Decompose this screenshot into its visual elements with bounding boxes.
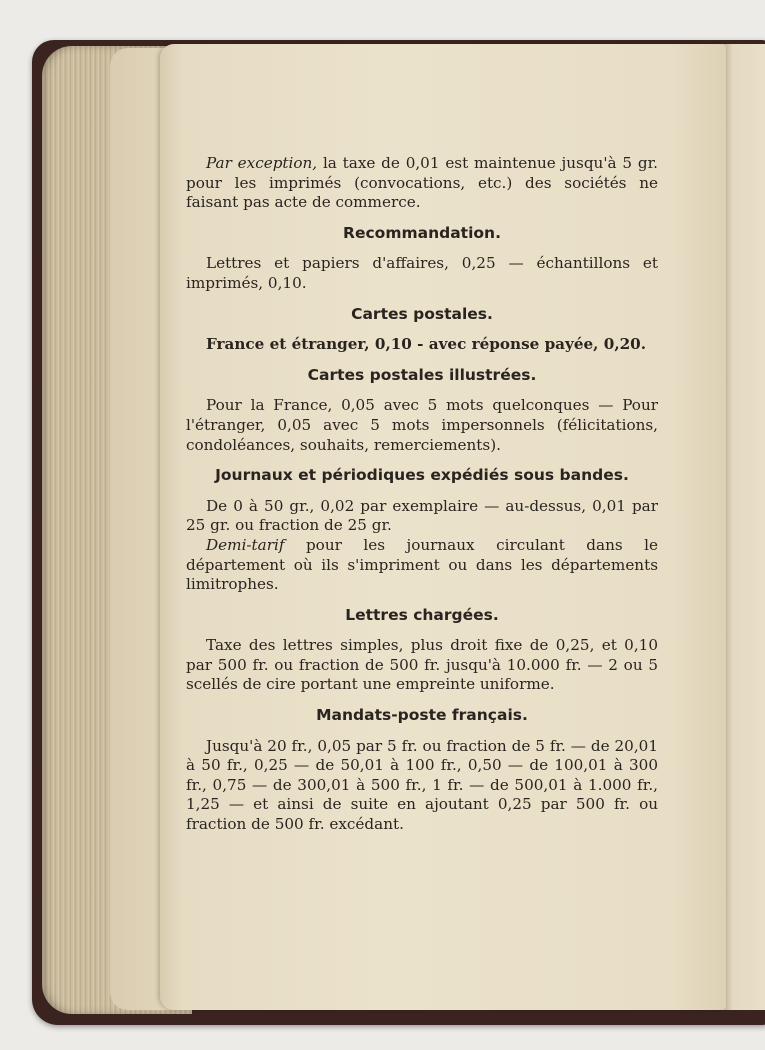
paragraph-lettres-chargees: Taxe des lettres simples, plus droit fixe de 0,25, et 0,10 par 500 fr. ou fraction de 500 fr. jusqu'à 10.000 fr. — 2 ou 5 scellés de cire portant une empreinte uniforme. — [186, 636, 658, 694]
italic-lead: Par exception, — [206, 154, 318, 172]
paragraph-text: la taxe de 0,01 est maintenue jusqu'à 5 gr. pour les imprimés (convocations, etc.) des sociétés ne faisant pas acte de commerce. — [186, 154, 658, 212]
paragraph-exception — [186, 154, 658, 213]
heading-mandats: Mandats-poste français. — [316, 706, 528, 725]
page-text — [186, 154, 658, 835]
italic-lead: Demi-tarif — [206, 535, 285, 554]
paragraph-demi-tarif — [186, 536, 658, 595]
heading-cartes-illustrees: Cartes postales illustrées. — [307, 365, 537, 384]
heading-cartes-postales: Cartes postales. — [351, 304, 493, 323]
paragraph-journaux: De 0 à 50 gr., 0,02 par exemplaire — au-dessus, 0,01 par 25 gr. ou fraction de 25 gr. — [186, 496, 658, 535]
paragraph-text: pour les journaux circulant dans le département où ils s'impriment ou dans les départements limitrophes. — [186, 535, 658, 594]
paragraph-mandats: Jusqu'à 20 fr., 0,05 par 5 fr. ou fraction de 5 fr. — de 20,01 à 50 fr., 0,25 — de 50,01 à 100 fr., 0,50 — de 100,01 à 300 fr., 0,75 — de 300,01 à 500 fr., 1 fr. — de 500,01 à 1.000 fr., 1,25 — et ainsi de suite en ajoutant 0,25 par 500 fr. ou fraction de 500 fr. excédant. — [186, 736, 658, 834]
paragraph-recommandation: Lettres et papiers d'affaires, 0,25 — échantillons et imprimés, 0,10. — [186, 254, 658, 292]
paragraph-cartes-postales: France et étranger, 0,10 - avec réponse payée, 0,20. — [206, 335, 647, 354]
heading-journaux: Journaux et périodiques expédiés sous bandes. — [215, 466, 629, 485]
facing-page-edge — [722, 44, 765, 1010]
heading-recommandation: Recommandation. — [343, 223, 501, 242]
heading-lettres-chargees: Lettres chargées. — [345, 605, 499, 624]
paragraph-cartes-illustrees: Pour la France, 0,05 avec 5 mots quelconques — Pour l'étranger, 0,05 avec 5 mots impersonnels (félicitations, condoléances, souhaits, remerciements). — [186, 396, 658, 454]
